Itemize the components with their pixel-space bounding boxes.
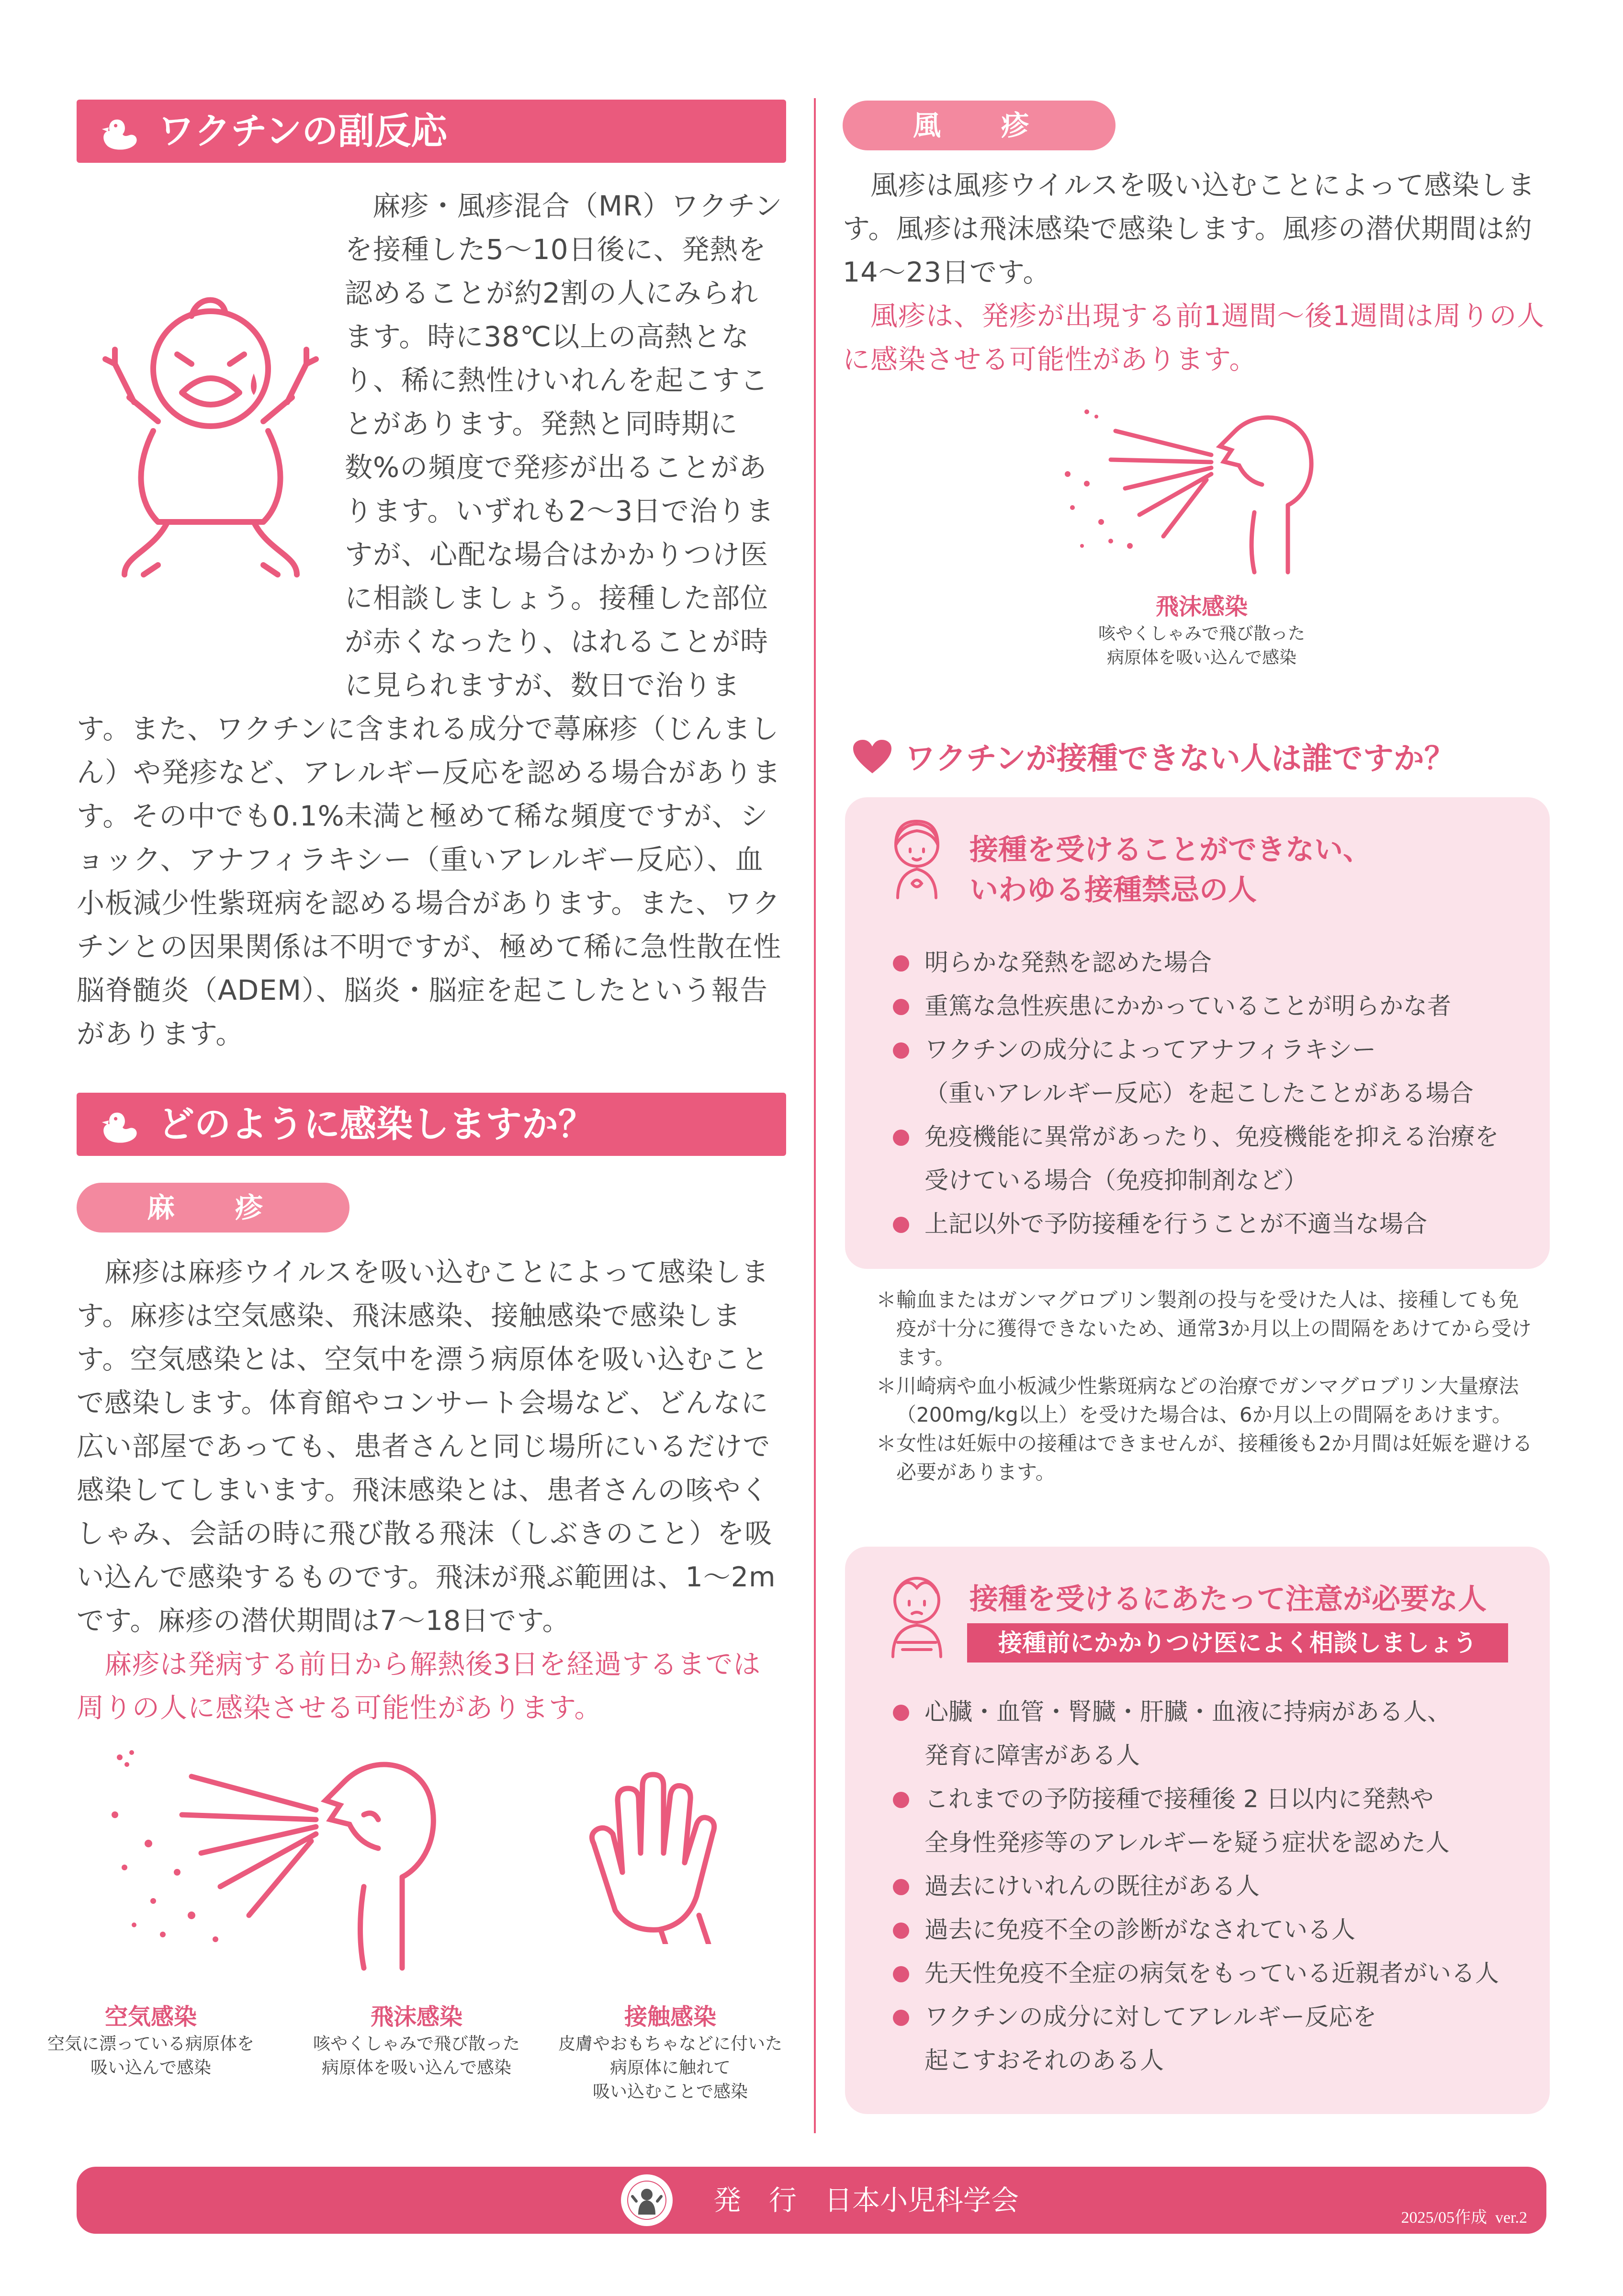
measles-label: 麻 疹 (77, 1183, 349, 1233)
contraindication-notes (876, 1286, 1537, 1487)
rubella-caption (1077, 591, 1326, 670)
list-item (893, 984, 1534, 1028)
note-item: ＊輸血またはガンマグロブリン製剤の投与を受けた人は、接種しても免疫が十分に獲得できないため、通常3か月以上の間隔をあけてから受けます。 (876, 1288, 1532, 1369)
contraindication-item: ワクチンの成分によってアナフィラキシー （重いアレルギー反応）を起こしたことがある場合 (924, 1036, 1474, 1107)
list-item (893, 1690, 1534, 1777)
version-text: 2025/05作成 ver.2 (1401, 2209, 1527, 2227)
bullet-icon (893, 1923, 909, 1939)
route-droplet-desc2: 病原体を吸い込んで感染 (321, 2058, 511, 2078)
bullet-icon (893, 1966, 909, 1982)
hand-illustration (589, 1772, 718, 1944)
list-item (893, 1028, 1534, 1115)
measles-body (77, 1251, 786, 1730)
route-airborne (38, 2002, 263, 2080)
note-item: ＊女性は妊娠中の接種はできませんが、接種後も2か月間は妊娠を避ける必要があります。 (876, 1432, 1533, 1484)
caution-item: ワクチンの成分に対してアレルギー反応を 起こすおそれのある人 (924, 2003, 1377, 2074)
bullet-icon (893, 1042, 909, 1059)
duck-icon (97, 1103, 140, 1146)
list-item (893, 1908, 1534, 1952)
rubella-body (843, 164, 1551, 382)
list-item (893, 1865, 1534, 1908)
illustration-float (77, 269, 345, 681)
measles-warning: 麻疹は発病する前日から解熱後3日を経過するまでは周りの人に感染させる可能性があります。 (77, 1649, 761, 1724)
publisher-text: 発 行 日本小児科学会 (713, 2184, 1019, 2217)
contraindication-title-1: 接種を受けることができない、 (969, 833, 1372, 867)
child-icon (883, 1571, 950, 1662)
contraindication-item: 重篤な急性疾患にかかっていることが明らかな者 (924, 992, 1451, 1020)
caution-item: 過去にけいれんの既往がある人 (924, 1872, 1260, 1900)
rubella-caption-title: 飛沫感染 (1155, 593, 1248, 620)
list-item (893, 1952, 1534, 1995)
route-droplet-title: 飛沫感染 (370, 2003, 462, 2030)
bullet-icon (893, 1130, 909, 1146)
woman-icon (883, 816, 950, 903)
bullet-icon (893, 2010, 909, 2026)
rubella-text: 風疹は風疹ウイルスを吸い込むことによって感染します。風疹は飛沫感染で感染します。風疹の潜伏期間は約14〜23日です。 (843, 170, 1535, 288)
bullet-icon (893, 1217, 909, 1233)
route-airborne-desc2: 吸い込んで感染 (90, 2058, 211, 2078)
rubella-warning: 風疹は、発疹が出現する前1週間〜後1週間は周りの人に感染させる可能性があります。 (843, 300, 1545, 375)
bullet-icon (893, 1879, 909, 1895)
infection-title: どのように感染しますか？ (158, 1103, 595, 1145)
bullet-icon (893, 1705, 909, 1721)
contraindication-item: 上記以外で予防接種を行うことが不適当な場合 (924, 1210, 1427, 1238)
route-contact-desc2: 病原体に触れて (609, 2058, 731, 2078)
caution-subtitle: 接種前にかかりつけ医によく相談しましょう (967, 1623, 1508, 1663)
contraindication-item: 免疫機能に異常があったり、免疫機能を抑える治療を 受けている場合（免疫抑制剤など） (924, 1123, 1499, 1194)
measles-text: 麻疹は麻疹ウイルスを吸い込むことによって感染します。麻疹は空気感染、飛沫感染、接触感染で感染します。空気感染とは、空気中を漂う病原体を吸い込むことで感染します。体育館やコンサート会場など、どんなに広い部屋であっても、患者さんと同じ場所にいるだけで感染してしまいます。飛沫感染とは、患者さんの咳やくしゃみ、会話の時に飛び散る飛沫（しぶきのこと）を吸い込んで感染するものです。飛沫が飛ぶ範囲は、1〜2mです。麻疹の潜伏期間は7〜18日です。 (77, 1256, 776, 1637)
contraindication-title-2: いわゆる接種禁忌の人 (969, 873, 1257, 907)
cannot-title: ワクチンが接種できない人は誰ですか？ (905, 741, 1455, 777)
route-contact-desc1: 皮膚やおもちゃなどに付いた (558, 2034, 782, 2054)
infection-header (77, 1093, 786, 1156)
list-item (893, 1995, 1534, 2082)
footer-bar (77, 2167, 1546, 2234)
list-item (893, 1115, 1534, 1202)
caution-list (893, 1690, 1534, 2082)
caution-item: 過去に免疫不全の診断がなされている人 (924, 1916, 1355, 1944)
contraindication-list (893, 941, 1534, 1246)
route-droplet (292, 2002, 541, 2080)
bullet-icon (893, 955, 909, 972)
list-item (893, 941, 1534, 984)
list-item (893, 1777, 1534, 1865)
caution-box (845, 1547, 1550, 2114)
society-logo (620, 2173, 674, 2227)
heart-icon (853, 740, 891, 774)
contraindication-item: 明らかな発熱を認めた場合 (924, 949, 1212, 976)
rubella-caption-desc2: 病原体を吸い込んで感染 (1106, 648, 1296, 667)
route-contact-desc3: 吸い込むことで感染 (592, 2082, 748, 2102)
side-effects-title: ワクチンの副反応 (158, 110, 448, 152)
bullet-icon (893, 1792, 909, 1808)
side-effects-text: 麻疹・風疹混合（MR）ワクチンを接種した5〜10日後に、発熱を認めることが約2割の人にみられます。時に38℃以上の高熱となり、稀に熱性けいれんを起こすことがあります。発熱と同時期に数%の頻度で発疹が出ることがあります。いずれも2〜3日で治りますが、心配な場合はかかりつけ医に相談しましょう。接種した部位が赤くなったり、はれることが時に見られますが、数日で治ります。また、ワクチンに含まれる成分で蕁麻疹（じんましん）や発疹など、アレルギー反応を認める場合があります。その中でも0.1%未満と極めて稀な頻度ですが、ショック、アナフィラキシー（重いアレルギー反応）、血小板減少性紫斑病を認める場合があります。また、ワクチンとの因果関係は不明ですが、極めて稀に急性散在性脳脊髄炎（ADEM）、脳炎・脳症を起こしたという報告があります。 (77, 190, 783, 1050)
caution-title: 接種を受けるにあたって注意が必要な人 (969, 1583, 1487, 1616)
column-divider (814, 98, 816, 2133)
contraindication-box (845, 797, 1550, 1269)
caution-item: 心臓・血管・腎臓・肝臓・血液に持病がある人、 発育に障害がある人 (924, 1698, 1451, 1769)
rubella-caption-desc1: 咳やくしゃみで飛び散った (1098, 624, 1305, 644)
note-item: ＊川崎病や血小板減少性紫斑病などの治療でガンマグロブリン大量療法（200mg/kg以上）を受けた場合は、6か月以上の間隔をあけます。 (876, 1374, 1519, 1426)
rubella-label: 風 疹 (843, 101, 1116, 150)
side-effects-header (77, 100, 786, 163)
route-contact-title: 接触感染 (624, 2003, 716, 2030)
side-effects-body (77, 184, 786, 1056)
sneezing-person-small-illustration (1053, 402, 1341, 575)
sneezing-person-illustration (105, 1743, 469, 1973)
route-droplet-desc1: 咳やくしゃみで飛び散った (313, 2034, 520, 2054)
duck-icon (97, 110, 140, 153)
bullet-icon (893, 999, 909, 1015)
route-contact (546, 2002, 795, 2104)
caution-item: これまでの予防接種で接種後 2 日以内に発熱や 全身性発疹等のアレルギーを疑う症状を認めた人 (924, 1785, 1450, 1856)
caution-item: 先天性免疫不全症の病気をもっている近親者がいる人 (924, 1959, 1499, 1987)
route-airborne-title: 空気感染 (104, 2003, 197, 2030)
route-airborne-desc1: 空気に漂っている病原体を (47, 2034, 254, 2054)
list-item (893, 1202, 1534, 1246)
